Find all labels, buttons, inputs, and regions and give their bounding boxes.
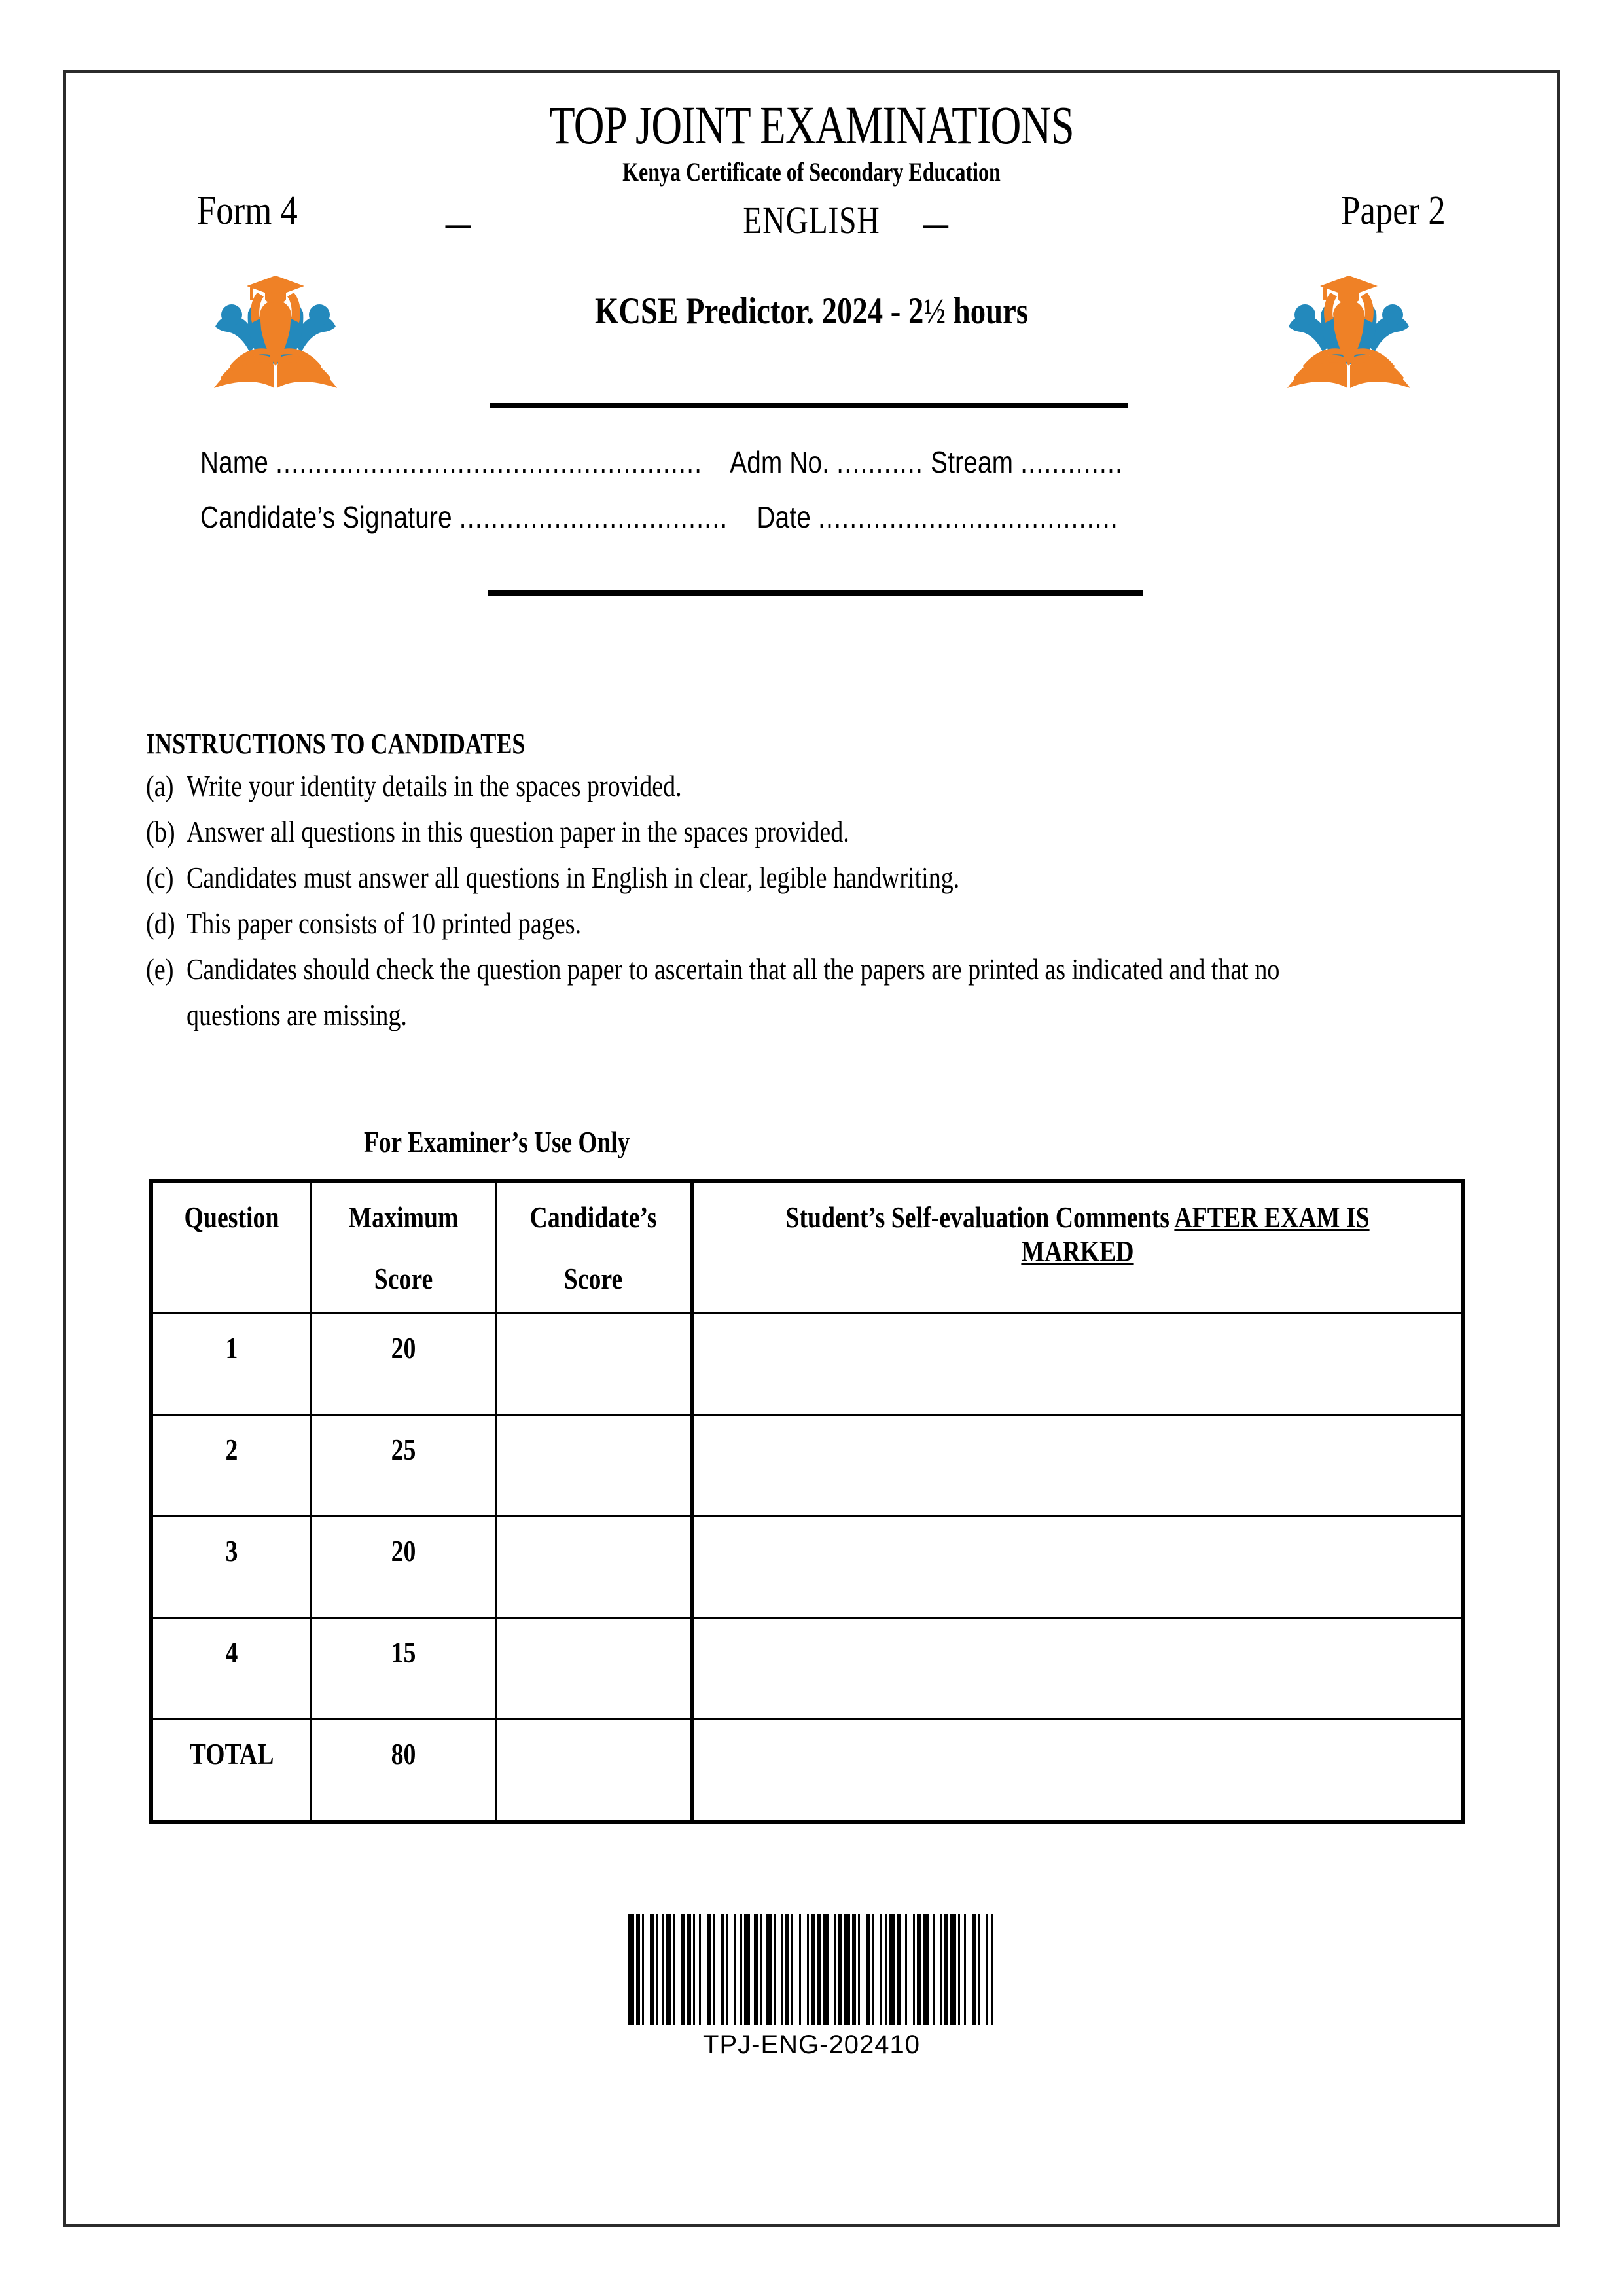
predictor-duration — [200, 290, 1423, 332]
cell-question-number — [151, 1314, 312, 1415]
instruction-text: Write your identity details in the spaces provided. — [187, 770, 682, 802]
instructions-title: INSTRUCTIONS TO CANDIDATES — [146, 728, 526, 760]
barcode-image — [628, 1914, 995, 2025]
cell-comments[interactable] — [692, 1516, 1463, 1618]
page-border — [63, 70, 1560, 2227]
question-number: 4 — [225, 1636, 238, 1669]
total-label: TOTAL — [189, 1738, 274, 1770]
cell-total-candidate[interactable] — [496, 1719, 692, 1822]
name-label: Name — [200, 445, 269, 479]
cell-maximum-score — [312, 1516, 496, 1618]
header-rule-bottom — [488, 590, 1143, 596]
certificate-subtitle: Kenya Certificate of Secondary Education — [622, 157, 1001, 187]
maximum-score: 20 — [391, 1332, 416, 1365]
instruction-marker: (a) — [146, 770, 174, 802]
adm-no-input-dots[interactable]: ........... — [836, 445, 924, 479]
examiner-table-wrapper — [149, 1179, 1465, 1824]
adm-no-label: Adm No. — [730, 445, 830, 479]
header-candidate-score-label: Score — [563, 1263, 623, 1295]
question-number: 1 — [225, 1332, 238, 1365]
paper-label: Paper 2 — [1341, 188, 1446, 233]
header-cell-candidate-score — [496, 1181, 692, 1314]
table-row-total — [151, 1719, 1463, 1822]
header-cell-maximum-score — [312, 1181, 496, 1314]
total-maximum-score: 80 — [391, 1738, 416, 1770]
instructions-list — [146, 763, 1501, 1038]
barcode-area — [66, 1905, 1557, 2060]
signature-field-row[interactable] — [200, 499, 1261, 535]
date-input-dots[interactable]: ...................................... — [818, 500, 1119, 534]
header-cell-question — [151, 1181, 312, 1314]
table-header-row — [151, 1181, 1463, 1314]
cell-total-comments[interactable] — [692, 1719, 1463, 1822]
instruction-item — [146, 901, 1501, 946]
cell-maximum-score — [312, 1415, 496, 1516]
stream-label: Stream — [931, 445, 1014, 479]
cell-question-number — [151, 1516, 312, 1618]
header-question-label: Question — [184, 1201, 279, 1234]
cell-candidate-score[interactable] — [496, 1618, 692, 1719]
instruction-text: Candidates must answer all questions in English in clear, legible handwriting. — [187, 861, 960, 894]
paper-identity-row — [66, 188, 1557, 251]
exam-body-title: TOP JOINT EXAMINATIONS — [549, 95, 1074, 155]
header-maximum-label: Maximum — [348, 1201, 459, 1234]
instruction-item — [146, 809, 1501, 855]
instruction-item — [146, 763, 1501, 809]
cell-maximum-score — [312, 1618, 496, 1719]
dash-left: – — [446, 202, 471, 244]
name-input-dots[interactable]: ...................................................... — [276, 445, 703, 479]
instruction-text: Answer all questions in this question paper in the spaces provided. — [187, 816, 849, 848]
stream-input-dots[interactable]: ............. — [1020, 445, 1124, 479]
predictor-prefix: KCSE Predictor. 2024 - 2 — [594, 291, 924, 332]
barcode-label: TPJ-ENG-202410 — [703, 2030, 920, 2059]
header-rule-top — [490, 403, 1128, 408]
name-field-row[interactable] — [200, 444, 1261, 480]
table-row — [151, 1415, 1463, 1516]
examiner-use-table — [149, 1179, 1465, 1824]
dash-right: – — [923, 202, 948, 244]
logo-graduate-figure — [1289, 276, 1409, 366]
maximum-score: 20 — [391, 1535, 416, 1568]
instruction-marker: (c) — [146, 861, 174, 894]
comments-underlined-text: AFTER EXAM IS MARKED — [1021, 1201, 1370, 1268]
instruction-marker: (e) — [146, 953, 174, 986]
cell-comments[interactable] — [692, 1314, 1463, 1415]
cell-total-label — [151, 1719, 312, 1822]
cell-candidate-score[interactable] — [496, 1415, 692, 1516]
cell-total-maximum — [312, 1719, 496, 1822]
cell-candidate-score[interactable] — [496, 1314, 692, 1415]
form-label: Form 4 — [197, 188, 298, 233]
instruction-item — [146, 855, 1501, 901]
header-maximum-score-label: Score — [374, 1263, 433, 1295]
instruction-marker: (d) — [146, 907, 175, 940]
cell-maximum-score — [312, 1314, 496, 1415]
predictor-suffix: hours — [946, 291, 1029, 332]
question-number: 3 — [225, 1535, 238, 1568]
cell-comments[interactable] — [692, 1618, 1463, 1719]
instruction-item — [146, 946, 1501, 1038]
cell-question-number — [151, 1618, 312, 1719]
cell-question-number — [151, 1415, 312, 1516]
predictor-fraction: ½ — [923, 291, 946, 331]
table-row — [151, 1618, 1463, 1719]
cell-comments[interactable] — [692, 1415, 1463, 1516]
instruction-marker: (b) — [146, 816, 175, 848]
institution-logo-right — [1283, 266, 1414, 391]
table-row — [151, 1314, 1463, 1415]
cell-candidate-score[interactable] — [496, 1516, 692, 1618]
maximum-score: 25 — [391, 1433, 416, 1466]
table-row — [151, 1516, 1463, 1618]
instruction-text: Candidates should check the question paper to ascertain that all the papers are printed as indicated and that no questions are missing. — [187, 953, 1280, 1031]
question-number: 2 — [225, 1433, 238, 1466]
maximum-score: 15 — [391, 1636, 416, 1669]
signature-label: Candidate’s Signature — [200, 500, 452, 534]
header-comments-label — [757, 1200, 1399, 1268]
comments-plain-text: Student’s Self-evaluation Comments — [785, 1201, 1175, 1234]
examiner-table-caption: For Examiner’s Use Only — [364, 1126, 630, 1158]
date-label: Date — [757, 500, 812, 534]
candidate-identity-block — [200, 444, 1261, 554]
instruction-text: This paper consists of 10 printed pages. — [187, 907, 581, 940]
subject-label: ENGLISH — [743, 199, 880, 242]
predictor-row — [66, 262, 1557, 393]
signature-input-dots[interactable]: .................................. — [459, 500, 728, 534]
header-candidate-label: Candidate’s — [529, 1201, 657, 1234]
header-cell-comments — [692, 1181, 1463, 1314]
